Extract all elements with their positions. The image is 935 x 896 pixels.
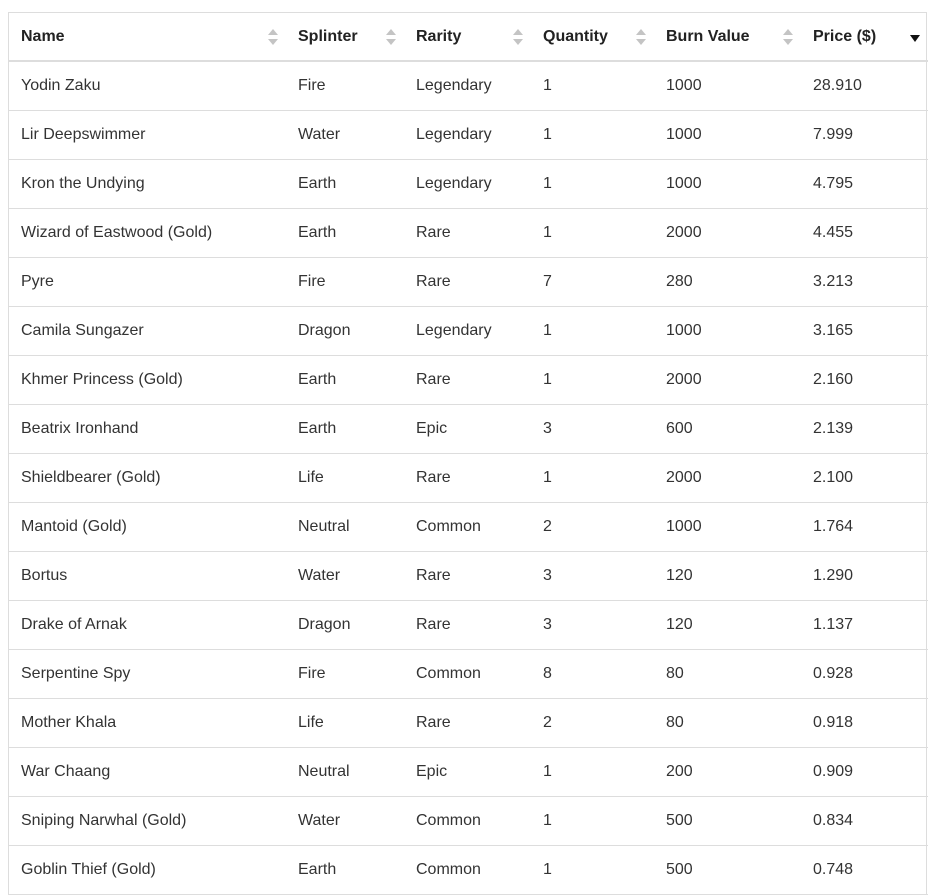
table-row	[9, 257, 928, 306]
cell-price: 0.918	[801, 698, 928, 747]
table-row	[9, 551, 928, 600]
cell-quantity: 3	[531, 600, 654, 649]
cell-price: 0.748	[801, 845, 928, 894]
cell-name: Lir Deepswimmer	[9, 110, 286, 159]
table-row	[9, 796, 928, 845]
cell-splinter: Earth	[286, 845, 404, 894]
cell-burn-value: 200	[654, 747, 801, 796]
cell-name: Beatrix Ironhand	[9, 404, 286, 453]
cell-rarity: Legendary	[404, 306, 531, 355]
cell-quantity: 1	[531, 159, 654, 208]
table-row	[9, 404, 928, 453]
table-row	[9, 698, 928, 747]
table-header	[9, 13, 928, 61]
cell-rarity: Rare	[404, 551, 531, 600]
cell-name: Wizard of Eastwood (Gold)	[9, 208, 286, 257]
cell-rarity: Rare	[404, 453, 531, 502]
cell-burn-value: 120	[654, 551, 801, 600]
cell-quantity: 2	[531, 502, 654, 551]
cell-rarity: Rare	[404, 355, 531, 404]
cell-name: Camila Sungazer	[9, 306, 286, 355]
cell-splinter: Earth	[286, 404, 404, 453]
cell-price: 1.137	[801, 600, 928, 649]
table-row	[9, 747, 928, 796]
cell-burn-value: 2000	[654, 208, 801, 257]
cell-price: 0.909	[801, 747, 928, 796]
cell-splinter: Water	[286, 110, 404, 159]
cell-price: 1.290	[801, 551, 928, 600]
cell-splinter: Neutral	[286, 502, 404, 551]
cards-table-container	[8, 12, 927, 895]
cell-price: 3.165	[801, 306, 928, 355]
cell-splinter: Earth	[286, 208, 404, 257]
cell-splinter: Water	[286, 551, 404, 600]
cell-name: War Chaang	[9, 747, 286, 796]
cell-quantity: 2	[531, 698, 654, 747]
column-header-label: Quantity	[543, 27, 608, 45]
cell-burn-value: 1000	[654, 502, 801, 551]
table-row	[9, 502, 928, 551]
cell-name: Khmer Princess (Gold)	[9, 355, 286, 404]
sort-icon	[268, 29, 278, 45]
sort-icon	[783, 29, 793, 45]
cell-quantity: 1	[531, 110, 654, 159]
cell-quantity: 7	[531, 257, 654, 306]
header-row	[9, 13, 928, 61]
cards-table	[9, 13, 928, 895]
table-row	[9, 61, 928, 110]
cell-quantity: 1	[531, 61, 654, 110]
cell-quantity: 1	[531, 208, 654, 257]
cell-price: 3.213	[801, 257, 928, 306]
cell-price: 4.795	[801, 159, 928, 208]
cell-quantity: 3	[531, 551, 654, 600]
cell-rarity: Epic	[404, 404, 531, 453]
cell-burn-value: 280	[654, 257, 801, 306]
cell-splinter: Life	[286, 698, 404, 747]
table-row	[9, 208, 928, 257]
cell-splinter: Water	[286, 796, 404, 845]
cell-rarity: Rare	[404, 600, 531, 649]
cell-name: Drake of Arnak	[9, 600, 286, 649]
column-header-quantity[interactable]	[531, 13, 654, 61]
sort-icon	[386, 29, 396, 45]
cell-rarity: Legendary	[404, 61, 531, 110]
column-header-price[interactable]	[801, 13, 928, 61]
cell-splinter: Fire	[286, 649, 404, 698]
cell-burn-value: 80	[654, 698, 801, 747]
column-header-label: Rarity	[416, 27, 462, 45]
cell-splinter: Dragon	[286, 600, 404, 649]
table-row	[9, 453, 928, 502]
table-row	[9, 649, 928, 698]
column-header-name[interactable]	[9, 13, 286, 61]
sort-descending-icon	[910, 29, 920, 45]
table-row	[9, 110, 928, 159]
cell-price: 2.139	[801, 404, 928, 453]
column-header-splinter[interactable]	[286, 13, 404, 61]
cell-name: Serpentine Spy	[9, 649, 286, 698]
cell-price: 0.834	[801, 796, 928, 845]
cell-name: Yodin Zaku	[9, 61, 286, 110]
column-header-label: Price ($)	[813, 27, 877, 45]
cell-price: 28.910	[801, 61, 928, 110]
cell-name: Goblin Thief (Gold)	[9, 845, 286, 894]
cell-quantity: 1	[531, 355, 654, 404]
cell-rarity: Legendary	[404, 110, 531, 159]
cell-price: 0.928	[801, 649, 928, 698]
cell-burn-value: 120	[654, 600, 801, 649]
column-header-burn-value[interactable]	[654, 13, 801, 61]
column-header-rarity[interactable]	[404, 13, 531, 61]
table-row	[9, 845, 928, 894]
cell-splinter: Earth	[286, 159, 404, 208]
cell-burn-value: 2000	[654, 453, 801, 502]
sort-icon	[636, 29, 646, 45]
cell-price: 2.160	[801, 355, 928, 404]
cell-rarity: Common	[404, 845, 531, 894]
cell-name: Sniping Narwhal (Gold)	[9, 796, 286, 845]
table-body	[9, 61, 928, 894]
column-header-label: Burn Value	[666, 27, 750, 45]
cell-quantity: 1	[531, 453, 654, 502]
cell-burn-value: 2000	[654, 355, 801, 404]
cell-rarity: Rare	[404, 257, 531, 306]
cell-rarity: Common	[404, 796, 531, 845]
cell-burn-value: 500	[654, 796, 801, 845]
cell-name: Mother Khala	[9, 698, 286, 747]
cell-quantity: 1	[531, 796, 654, 845]
cell-burn-value: 600	[654, 404, 801, 453]
cell-burn-value: 80	[654, 649, 801, 698]
sort-icon	[513, 29, 523, 45]
cell-price: 1.764	[801, 502, 928, 551]
column-header-label: Name	[21, 27, 65, 45]
cell-burn-value: 1000	[654, 110, 801, 159]
cell-name: Shieldbearer (Gold)	[9, 453, 286, 502]
cell-price: 4.455	[801, 208, 928, 257]
cell-name: Kron the Undying	[9, 159, 286, 208]
cell-splinter: Fire	[286, 61, 404, 110]
cell-quantity: 3	[531, 404, 654, 453]
cell-burn-value: 1000	[654, 159, 801, 208]
cell-quantity: 1	[531, 306, 654, 355]
cell-burn-value: 1000	[654, 61, 801, 110]
cell-quantity: 1	[531, 845, 654, 894]
table-row	[9, 600, 928, 649]
cell-quantity: 8	[531, 649, 654, 698]
cell-splinter: Life	[286, 453, 404, 502]
cell-price: 2.100	[801, 453, 928, 502]
cell-name: Bortus	[9, 551, 286, 600]
cell-rarity: Rare	[404, 208, 531, 257]
cell-splinter: Fire	[286, 257, 404, 306]
cell-name: Mantoid (Gold)	[9, 502, 286, 551]
cell-rarity: Common	[404, 502, 531, 551]
cell-splinter: Dragon	[286, 306, 404, 355]
cell-rarity: Common	[404, 649, 531, 698]
table-row	[9, 306, 928, 355]
table-row	[9, 355, 928, 404]
cell-price: 7.999	[801, 110, 928, 159]
cell-rarity: Legendary	[404, 159, 531, 208]
cell-splinter: Neutral	[286, 747, 404, 796]
cell-name: Pyre	[9, 257, 286, 306]
cell-splinter: Earth	[286, 355, 404, 404]
cell-quantity: 1	[531, 747, 654, 796]
cell-rarity: Epic	[404, 747, 531, 796]
cell-rarity: Rare	[404, 698, 531, 747]
cell-burn-value: 1000	[654, 306, 801, 355]
column-header-label: Splinter	[298, 27, 358, 45]
table-row	[9, 159, 928, 208]
cell-burn-value: 500	[654, 845, 801, 894]
